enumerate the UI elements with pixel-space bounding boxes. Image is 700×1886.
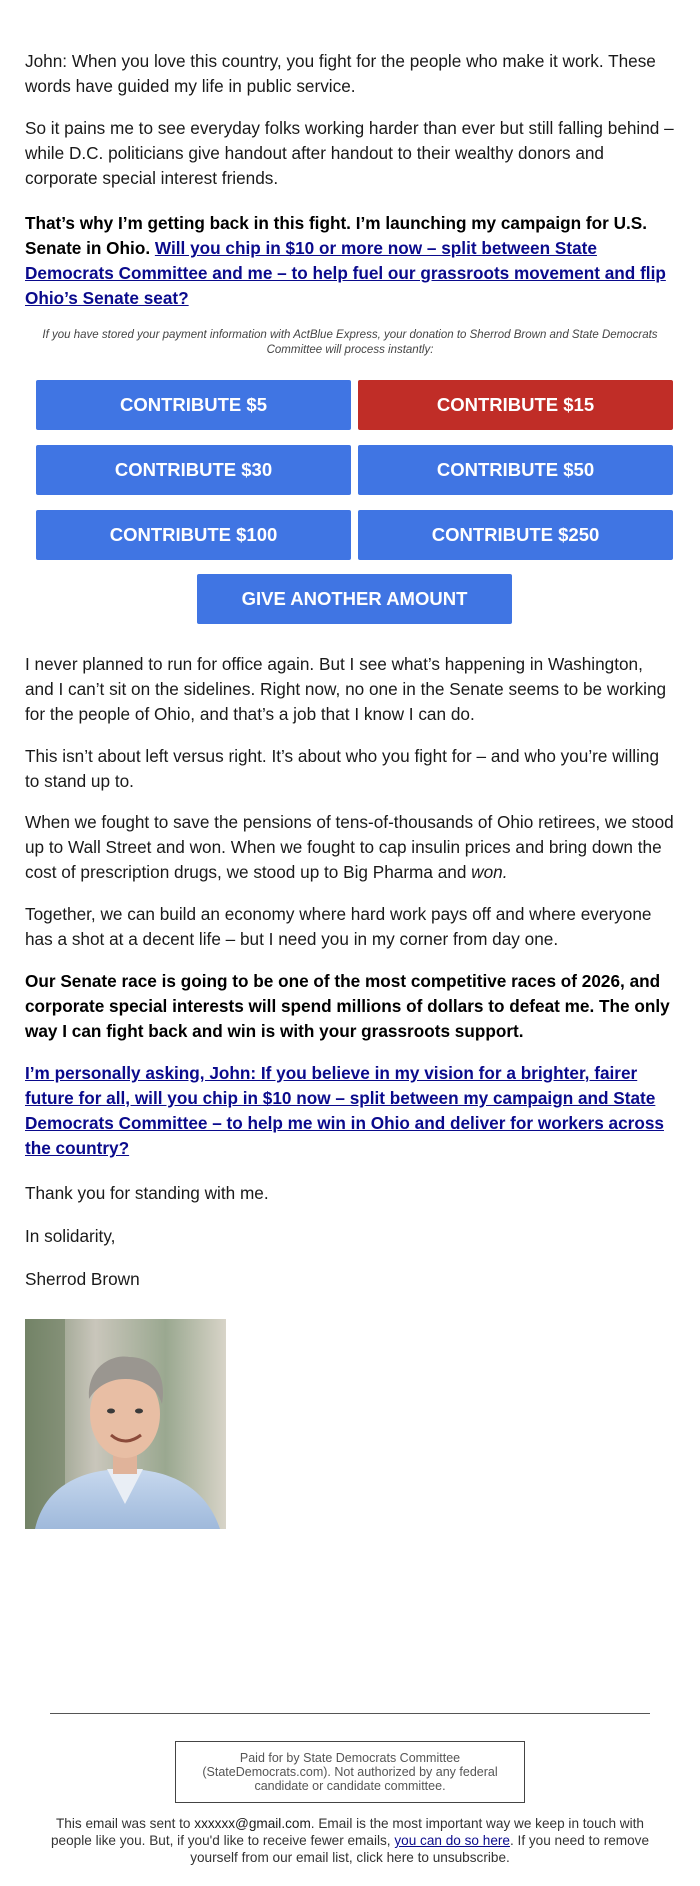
chip-in-link[interactable]: Will you chip in $10 or more now – split between State Democrats Committee and me – to help fuel our grassroots movement and flip Ohio’s Senate seat? xyxy=(25,238,666,308)
portrait-photo xyxy=(25,1319,226,1529)
paragraph-intro: John: When you love this country, you fight for the people who make it work. These words have guided my life in public service. xyxy=(25,51,656,96)
record-text: When we fought to save the pensions of tens-of-thousands of Ohio retirees, we stood up to Wall Street and won. When we fought to cap insulin prices and bring down the cost of prescription drugs, we stood up to Big Pharma and xyxy=(25,812,674,882)
paragraph-pains: So it pains me to see everyday folks working harder than ever but still falling behind – while D.C. politicians give handout after handout to their wealthy donors and corporate special interest friends. xyxy=(25,118,674,188)
sent-prefix: This email was sent to xyxy=(56,1816,191,1831)
launch-statement: That’s why I’m getting back in this fight. I’m launching my campaign for U.S. Senate in Ohio. xyxy=(25,213,647,258)
sent-suffix: . If you need to remove yourself from our email list, click here to unsubscribe. xyxy=(190,1833,650,1865)
footer-divider xyxy=(50,1713,650,1714)
paragraph-never-planned: I never planned to run for office again. But I see what’s happening in Washington, and I can’t sit on the sidelines. Right now, no one in the Senate seems to be working for the people of Ohio, and that’s a job that I know I can do. xyxy=(25,654,667,724)
signoff: In solidarity, xyxy=(25,1226,116,1246)
recipient-email: xxxxxx@gmail.com xyxy=(194,1816,311,1831)
candidate-portrait xyxy=(25,1319,226,1529)
contribute-250-button[interactable]: CONTRIBUTE $250 xyxy=(358,510,673,560)
personal-ask-link[interactable]: I’m personally asking, John: If you believe in my vision for a brighter, fairer future for all, will you chip in $10 now – split between my campaign and State Democrats Committee – to help me win in Ohio and deliver for workers across the country? xyxy=(25,1063,664,1158)
paragraph-together: Together, we can build an economy where hard work pays off and where everyone has a shot at a decent life – but I need you in my corner from day one. xyxy=(25,904,652,949)
paragraph-record xyxy=(25,810,675,885)
paragraph-thanks: Thank you for standing with me. xyxy=(25,1183,269,1203)
sent-middle: . Email is the most important way we keep in touch with people like you. But, if you'd like to receive fewer emails, xyxy=(50,1816,644,1848)
fewer-emails-link[interactable]: you can do so here xyxy=(394,1833,510,1848)
paragraph-ask xyxy=(25,1061,675,1161)
paragraph-competitive: Our Senate race is going to be one of the most competitive races of 2026, and corporate special interests will spend millions of dollars to defeat me. The only way I can fight back and win is with your grassroots support. xyxy=(25,971,670,1041)
contribute-30-button[interactable]: CONTRIBUTE $30 xyxy=(36,445,351,495)
record-emphasis: won. xyxy=(471,862,508,882)
footer-notice xyxy=(45,1815,655,1866)
paragraph-left-right: This isn’t about left versus right. It’s about who you fight for – and who you’re willing to stand up to. xyxy=(25,746,660,791)
signature: Sherrod Brown xyxy=(25,1269,140,1289)
actblue-disclaimer: If you have stored your payment information with ActBlue Express, your donation to Sherrod Brown and State Democrats Committee will process instantly: xyxy=(42,329,658,356)
paid-for-disclaimer: Paid for by State Democrats Committee (StateDemocrats.com). Not authorized by any federal candidate or candidate committee. xyxy=(175,1741,525,1803)
contribute-100-button[interactable]: CONTRIBUTE $100 xyxy=(36,510,351,560)
give-another-amount-button[interactable]: GIVE ANOTHER AMOUNT xyxy=(197,574,512,624)
contribute-5-button[interactable]: CONTRIBUTE $5 xyxy=(36,380,351,430)
contribute-15-button[interactable]: CONTRIBUTE $15 xyxy=(358,380,673,430)
paragraph-launch xyxy=(25,211,675,311)
contribute-50-button[interactable]: CONTRIBUTE $50 xyxy=(358,445,673,495)
